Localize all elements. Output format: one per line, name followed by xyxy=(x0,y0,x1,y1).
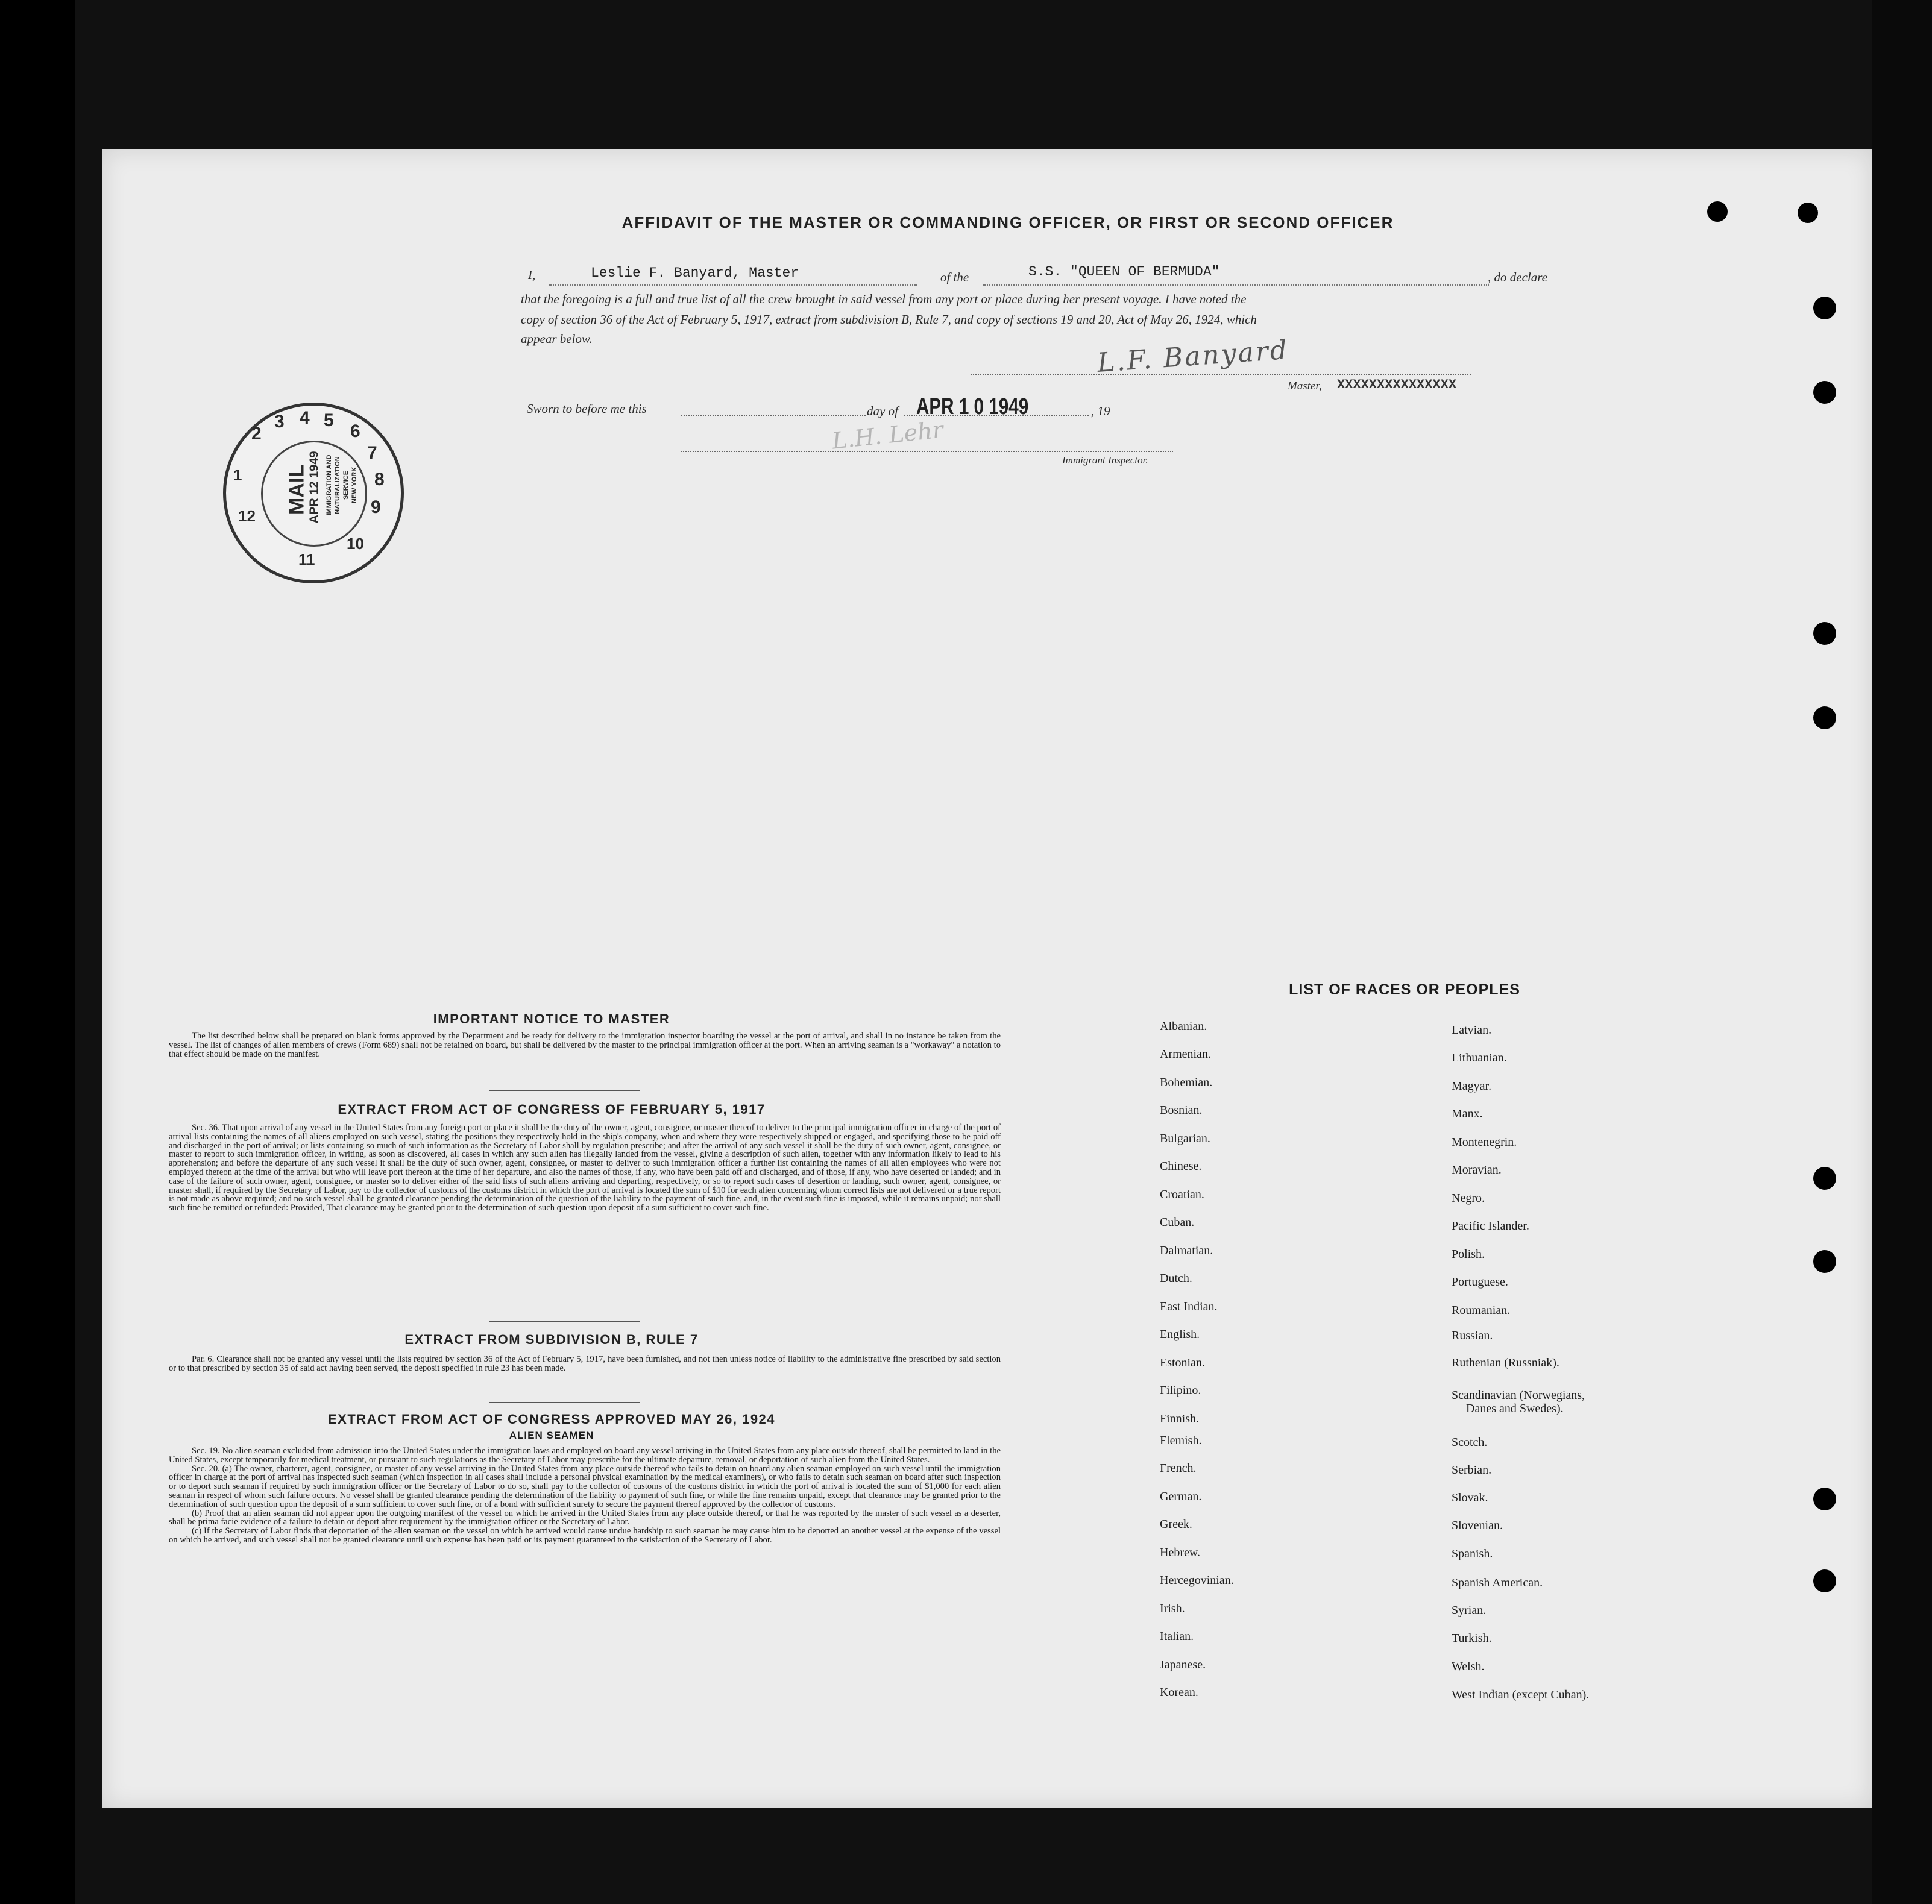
race-item: Bulgarian. xyxy=(1160,1132,1210,1145)
vessel-line xyxy=(983,284,1489,286)
race-item: Polish. xyxy=(1452,1248,1485,1261)
punch-hole-icon xyxy=(1813,1250,1836,1273)
sworn-label: Sworn to before me this xyxy=(527,401,647,416)
stamp-digit: 11 xyxy=(298,550,315,568)
declarant-line xyxy=(549,284,917,286)
punch-hole-icon xyxy=(1813,622,1836,645)
received-mail-stamp xyxy=(223,403,404,583)
year-prefix: , 19 xyxy=(1091,404,1110,418)
notice-title: IMPORTANT NOTICE TO MASTER xyxy=(433,1011,670,1026)
race-item: Japanese. xyxy=(1160,1658,1206,1671)
race-item: Korean. xyxy=(1160,1686,1198,1699)
race-item: Manx. xyxy=(1452,1107,1483,1120)
race-item: Dalmatian. xyxy=(1160,1244,1213,1257)
sec20c-paragraph: (c) If the Secretary of Labor finds that deportation of the alien seaman on the vessel on which he arrived would cause undue hardship to such seaman he may cause him to be deported an another vessel at the expense of the vessel on which he arrived, and such vessel shall not be granted clearance until such expense has been paid or its payment guaranteed to the satisfaction of the Secretary of Labor. xyxy=(169,1526,1001,1545)
extract-1917-body: Sec. 36. That upon arrival of any vessel in the United States from any foreign port or place it shall be the duty of the owner, agent, consignee, or master thereof to deliver to the principal immigration officer in charge of the port of arrival lists containing the names of all aliens employed on such vessel, stating the positions they respectively hold in the ship's company, when and where they were respectively shipped or engaged, and specifying those to be paid off and discharged in the port of arrival; or lists containing so much of such information as the Secretary of Labor shall by regulation prescribe; and after the arrival of any such vessel it shall be the duty of such owner, agent, consignee, or master to report to such immigration officer, in writing, as soon as discovered, all cases in which any such alien has illegally landed from the vessel, giving a description of such alien, together with any information likely to lead to his apprehension; and before the departure of any such vessel it shall be the duty of such owner, agent, consignee, or master to deliver to such immigration officer a further list containing the names of all alien employees who were not employed thereon at the time of the arrival but who will leave port thereon at the time of her departure, and also the names of those, if any, who have been paid off and discharged, and of those, if any, who have deserted or landed; and in case of the failure of such owner, agent, consignee, or master so to deliver either of the said lists of such aliens arriving and departing, respectively, or so to report such cases of desertion or landing, such owner, agent, consignee, or master shall, if required by the Secretary of Labor, pay to the collector of customs of the customs district in which the port of arrival is located the sum of $10 for each alien concerning whom correct lists are not delivered or a true report is not made as above required; and no such vessel shall be granted clearance pending the determination of the question of the liability to the payment of such fine, and, in the event such fine is imposed, while it remains unpaid; nor shall such fine be remitted or refunded: Provided, That clearance may be granted prior to the determination of such question upon deposit of a sum sufficient to cover such fine. xyxy=(169,1123,1001,1213)
sworn-day-line xyxy=(681,415,866,416)
stamp-digit: 4 xyxy=(300,408,310,428)
race-item: Scotch. xyxy=(1452,1436,1488,1449)
declare-label: , do declare xyxy=(1488,270,1547,284)
punch-hole-icon xyxy=(1813,1488,1836,1510)
sec19-paragraph: Sec. 19. No alien seaman excluded from admission into the United States under the immigration laws and employed on board any vessel arriving in the United States from any place outside thereof, shall be permitted to land in the United States, except temporarily for medical treatment, or pursuant to such regulations as the Secretary of Labor may prescribe for the ultimate departure, removal, or deportation of such alien from the United States. xyxy=(169,1446,1001,1465)
punch-hole-icon xyxy=(1798,203,1818,223)
vessel-name: S.S. "QUEEN OF BERMUDA" xyxy=(1028,264,1220,280)
race-item: Cuban. xyxy=(1160,1216,1195,1229)
race-item: Russian. xyxy=(1452,1329,1493,1342)
punch-hole-icon xyxy=(1813,381,1836,404)
affidavit-body-line1: that the foregoing is a full and true list of all the crew brought in said vessel from any port or place during her present voyage. I have noted the xyxy=(521,292,1247,306)
divider xyxy=(489,1321,640,1322)
race-item: Greek. xyxy=(1160,1518,1192,1531)
race-item: Spanish. xyxy=(1452,1547,1493,1560)
race-item: Montenegrin. xyxy=(1452,1136,1517,1149)
inspector-label: Immigrant Inspector. xyxy=(1062,454,1148,466)
race-item: Bosnian. xyxy=(1160,1104,1203,1117)
stamp-digit: 10 xyxy=(347,535,364,553)
extract-1924-body xyxy=(169,1447,1001,1545)
extract-1924-title: EXTRACT FROM ACT OF CONGRESS APPROVED MAY 26, 1924 xyxy=(327,1412,776,1427)
race-item: Bohemian. xyxy=(1160,1076,1213,1089)
date-stamp: APR 1 0 1949 xyxy=(916,394,1029,419)
race-item: Turkish. xyxy=(1452,1632,1492,1645)
race-item: Serbian. xyxy=(1452,1463,1492,1477)
stamp-digit: 1 xyxy=(233,466,242,484)
races-title: LIST OF RACES OR PEOPLES xyxy=(1289,981,1520,998)
rule7-title: EXTRACT FROM SUBDIVISION B, RULE 7 xyxy=(404,1332,699,1347)
stamp-service-line2: NATURALIZATION xyxy=(334,456,341,514)
notice-body: The list described below shall be prepared on blank forms approved by the Department and be ready for delivery to the immigration inspector boarding the vessel at the port of arrival, and shall in no instance be taken from the vessel. The list of changes of alien members of crews (Form 689) shall not be retained on board, but shall be delivered by the master to the principal immigration officer at the port. When an arriving seaman is a "workaway" a notation to that effect should be made on the manifest. xyxy=(169,1031,1001,1059)
stamp-service-line3: SERVICE xyxy=(342,470,350,500)
punch-hole-icon xyxy=(1813,706,1836,729)
race-item: West Indian (except Cuban). xyxy=(1452,1688,1590,1701)
race-item: Spanish American. xyxy=(1452,1576,1543,1589)
document-page xyxy=(102,149,1872,1808)
race-item: Latvian. xyxy=(1452,1023,1492,1037)
stamp-digit: 7 xyxy=(367,443,377,463)
race-item: Dutch. xyxy=(1160,1272,1192,1285)
race-item: French. xyxy=(1160,1462,1197,1475)
race-item: Estonian. xyxy=(1160,1356,1205,1369)
of-the-label: of the xyxy=(940,270,969,284)
stamp-digit: 6 xyxy=(350,421,360,441)
affidavit-body-line2: copy of section 36 of the Act of February 5, 1917, extract from subdivision B, Rule 7, and copy of sections 19 and 20, Act of May 26, 1924, which xyxy=(521,312,1257,327)
race-item: Italian. xyxy=(1160,1630,1194,1643)
stamp-digit: 12 xyxy=(238,507,256,525)
punch-hole-icon xyxy=(1813,1167,1836,1190)
master-label: Master, xyxy=(1288,380,1322,392)
race-item: Albanian. xyxy=(1160,1020,1207,1033)
race-item: Chinese. xyxy=(1160,1160,1202,1173)
race-item: Slovenian. xyxy=(1452,1519,1503,1532)
race-item: Scandinavian (Norwegians, xyxy=(1452,1389,1585,1402)
race-item: Portuguese. xyxy=(1452,1275,1508,1289)
race-item: Slovak. xyxy=(1452,1491,1488,1504)
scan-border-left xyxy=(0,0,75,1904)
race-item: Hebrew. xyxy=(1160,1546,1201,1559)
race-item: Syrian. xyxy=(1452,1604,1487,1617)
sec20a-paragraph: Sec. 20. (a) The owner, charterer, agent, consignee, or master of any vessel arriving in the United States from any place outside thereof who fails to detain on board any alien seaman employed on such vessel until the immigration officer in charge at the port of arrival has inspected such seaman (which inspection in all cases shall include a personal physical examination by the medical examiners), or who fails to detain such seaman on board after such inspection or to deport such seaman if required by such immigration officer or the Secretary of Labor to do so, shall pay to the collector of customs of the customs district in which the port of arrival is located the sum of $1,000 for each alien seaman in respect of whom such failure occurs. No vessel shall be granted clearance pending the determination of the liability to payment of such fine, or while the fine remains unpaid, except that clearance may be granted prior to the determination of such question upon the deposit of a sum sufficient to cover such fine, or of a bond with sufficient surety to secure the payment thereof approved by the collector of customs. xyxy=(169,1463,1001,1509)
sec20b-paragraph: (b) Proof that an alien seaman did not appear upon the outgoing manifest of the vessel on which he arrived in the United States from any place outside thereof, or that he was reported by the master of such vessel as a deserter, shall be prima facie evidence of a failure to detain or deport after requirement by the immigration officer or the Secretary of Labor. xyxy=(169,1508,1001,1527)
race-item: Armenian. xyxy=(1160,1048,1211,1061)
punch-hole-icon xyxy=(1813,297,1836,319)
master-signature-line xyxy=(971,374,1471,375)
stamp-digit: 2 xyxy=(251,424,262,444)
race-item: Danes and Swedes). xyxy=(1466,1402,1564,1415)
stamp-digit: 8 xyxy=(374,470,385,489)
race-item: Welsh. xyxy=(1452,1660,1485,1673)
day-of-label: day of xyxy=(867,404,898,418)
punch-hole-icon xyxy=(1707,201,1728,222)
stamp-city: NEW YORK xyxy=(351,467,358,504)
extract-1924-subtitle: ALIEN SEAMEN xyxy=(509,1430,594,1441)
affidavit-body-line3: appear below. xyxy=(521,331,593,346)
race-item: Filipino. xyxy=(1160,1384,1201,1397)
master-struck-text: XXXXXXXXXXXXXXX xyxy=(1337,377,1457,392)
rule7-body: Par. 6. Clearance shall not be granted any vessel until the lists required by section 36 of the Act of February 5, 1917, have been furnished, and not then unless notice of liability to the administrative fine prescribed by said section or to that prescribed by section 35 of said act having been served, the deposit specified in rule 23 has been made. xyxy=(169,1354,1001,1373)
inspector-signature: L.H. Lehr xyxy=(831,416,945,454)
race-item: Hercegovinian. xyxy=(1160,1574,1234,1587)
stamp-digit: 9 xyxy=(371,497,381,517)
stamp-center-text: MAIL xyxy=(285,464,309,515)
stamp-date: APR 12 1949 xyxy=(307,451,321,524)
declarant-name: Leslie F. Banyard, Master xyxy=(591,265,799,281)
stamp-digit: 5 xyxy=(324,410,334,430)
race-item: Magyar. xyxy=(1452,1079,1492,1093)
race-item: Lithuanian. xyxy=(1452,1051,1507,1064)
race-item: Moravian. xyxy=(1452,1163,1502,1177)
stamp-digit: 3 xyxy=(274,412,285,432)
scan-border-right xyxy=(1872,0,1932,1904)
race-item: Negro. xyxy=(1452,1192,1485,1205)
race-item: Ruthenian (Russniak). xyxy=(1452,1356,1559,1369)
punch-hole-icon xyxy=(1813,1569,1836,1592)
divider xyxy=(489,1402,640,1403)
inspector-line xyxy=(681,451,1173,452)
race-item: Flemish. xyxy=(1160,1434,1202,1447)
race-item: Roumanian. xyxy=(1452,1304,1511,1317)
declarant-prefix: I, xyxy=(528,268,536,282)
race-item: Pacific Islander. xyxy=(1452,1219,1529,1233)
race-item: Irish. xyxy=(1160,1602,1185,1615)
race-item: Finnish. xyxy=(1160,1412,1200,1425)
affidavit-title: AFFIDAVIT OF THE MASTER OR COMMANDING OFFICER, OR FIRST OR SECOND OFFICER xyxy=(621,213,1394,231)
extract-1917-title: EXTRACT FROM ACT OF CONGRESS OF FEBRUARY 5, 1917 xyxy=(338,1102,766,1117)
race-item: German. xyxy=(1160,1490,1202,1503)
race-item: Croatian. xyxy=(1160,1188,1204,1201)
divider xyxy=(489,1090,640,1091)
race-item: English. xyxy=(1160,1328,1200,1341)
stamp-service-line1: IMMIGRATION AND xyxy=(326,454,333,516)
master-signature: L.F. Banyard xyxy=(1096,334,1290,379)
race-item: East Indian. xyxy=(1160,1300,1218,1313)
